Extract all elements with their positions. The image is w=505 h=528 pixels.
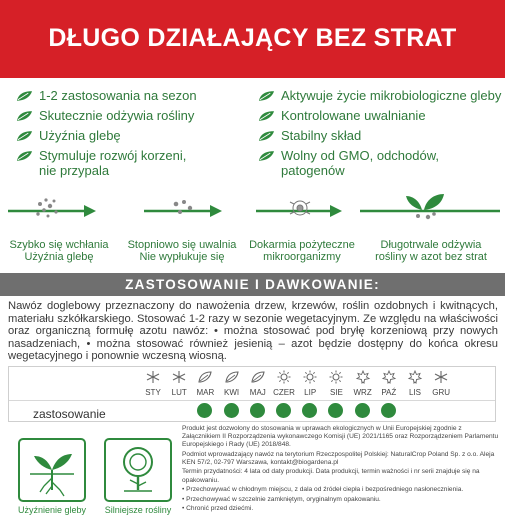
application-dot (197, 403, 212, 418)
sun-icon (302, 370, 318, 384)
benefit-item (258, 88, 501, 103)
month-label: LUT (171, 388, 187, 397)
maple-leaf-icon (381, 370, 397, 384)
leaf-icon (16, 90, 33, 102)
month-label: MAR (196, 388, 215, 397)
application-dot (328, 403, 343, 418)
calendar-month-7 (298, 367, 322, 421)
badges (0, 424, 180, 528)
benefit-item (258, 128, 361, 143)
granules-icon (36, 198, 57, 217)
badge (18, 438, 86, 502)
benefit-item (16, 88, 197, 103)
process-arrows (0, 190, 505, 232)
badge-label: Silniejsze rośliny (104, 505, 172, 515)
legal-paragraph: • Chronić przed dziećmi. (182, 505, 254, 513)
calendar-month-4 (220, 367, 244, 421)
plant-roots-icon (20, 440, 84, 500)
process-step-label: Długotrwale odżywia rośliny w azot bez strat (375, 239, 487, 263)
legal-paragraph: • Przechowywać w szczelnie zamkniętym, oryginalnym opakowaniu. (182, 495, 381, 503)
benefit-item (16, 148, 186, 178)
benefit-item (16, 128, 121, 143)
application-calendar (8, 366, 496, 422)
application-dot (250, 403, 265, 418)
calendar-month-12 (429, 367, 453, 421)
leaf-icon (16, 110, 33, 122)
process-step-label: Szybko się wchłania Użyźnia glebę (9, 239, 109, 263)
sun-icon (276, 370, 292, 384)
legal-info (182, 425, 500, 515)
sun-icon (328, 370, 344, 384)
leaf-icon (258, 130, 275, 142)
application-dot (224, 403, 239, 418)
benefits-list (0, 82, 505, 192)
legal-paragraph: Termin przydatności: 4 lata od daty produkcji. Data produkcji, termin ważności i nr serii znajduje się na opakowaniu. (182, 468, 480, 484)
benefit-text: Skutecznie odżywia rośliny (39, 108, 195, 123)
calendar-month-1 (141, 367, 165, 421)
calendar-month-5 (246, 367, 270, 421)
leaf-icon (16, 150, 33, 162)
month-label: CZER (273, 388, 295, 397)
application-dot (381, 403, 396, 418)
snowflake-icon (433, 370, 449, 384)
legal-paragraph: Produkt jest dozwolony do stosowania w uprawach ekologicznych w Unii Europejskiej zgodnie z Załącznikiem II Rozporządzenia wykonawczego Komisji (UE) 2021/1165 oraz Rozporządzeniem Parlamentu Europejskiego i Rady (UE) 2018/848. (182, 425, 499, 449)
benefit-item (258, 148, 439, 178)
calendar-month-11 (403, 367, 427, 421)
arrow-icon (144, 205, 222, 217)
month-label: STY (145, 388, 161, 397)
process-step-label: Dokarmia pożyteczne mikroorganizmy (249, 239, 355, 263)
calendar-month-10 (377, 367, 401, 421)
sprout-icon (406, 194, 444, 219)
calendar-month-8 (324, 367, 348, 421)
calendar-month-2 (167, 367, 191, 421)
process-diagram (0, 190, 505, 270)
process-step-label: Stopniowo się uwalnia Nie wypłukuje się (127, 239, 237, 263)
month-label: LIP (304, 388, 317, 397)
legal-paragraph: Podmiot wprowadzający nawóz na terytorium Rzeczpospolitej Polskiej: NaturalCrop Poland Sp. z o.o. Aleja KEN 57/2, 02-797 Warszawa, kontakt@biogardena.pl (182, 450, 495, 466)
calendar-row-label: zastosowanie (33, 407, 106, 421)
microorganism-icon (290, 201, 310, 215)
leaf-icon (197, 370, 213, 384)
leaf-icon (16, 130, 33, 142)
month-label: GRU (432, 388, 451, 397)
maple-leaf-icon (355, 370, 371, 384)
calendar-month-3 (193, 367, 217, 421)
month-label: KWI (224, 388, 240, 397)
tree-icon (106, 440, 170, 500)
application-dot (276, 403, 291, 418)
month-label: WRZ (353, 388, 372, 397)
month-label: LIS (408, 388, 421, 397)
benefit-text: Stabilny skład (281, 128, 362, 143)
snowflake-icon (145, 370, 161, 384)
month-label: SIE (329, 388, 343, 397)
benefit-item (258, 108, 426, 123)
benefit-text: Wolny od GMO, odchodów, patogenów (281, 148, 440, 178)
badge (104, 438, 172, 502)
benefit-text: Stymuluje rozwój korzeni, nie przypala (39, 148, 187, 178)
banner-title: DŁUGO DZIAŁAJĄCY BEZ STRAT (48, 24, 457, 52)
snowflake-icon (171, 370, 187, 384)
benefit-text: 1-2 zastosowania na sezon (39, 88, 197, 103)
month-label: PAŹ (381, 388, 397, 397)
leaf-icon (258, 90, 275, 102)
leaf-icon (258, 150, 275, 162)
leaf-icon (224, 370, 240, 384)
leaf-icon (250, 370, 266, 384)
calendar-month-6 (272, 367, 296, 421)
benefit-text: Użyźnia glebę (39, 128, 121, 143)
calendar-month-9 (351, 367, 375, 421)
benefit-item (16, 108, 194, 123)
section-title: ZASTOSOWANIE I DAWKOWANIE: (125, 277, 380, 292)
badge-label: Użyźnienie gleby (17, 505, 87, 515)
application-dot (355, 403, 370, 418)
benefit-text: Kontrolowane uwalnianie (281, 108, 426, 123)
section-header (0, 273, 505, 296)
benefit-text: Aktywuje życie mikrobiologiczne gleby (281, 88, 502, 103)
leaf-icon (258, 110, 275, 122)
legal-paragraph: • Przechowywać w chłodnym miejscu, z dala od źródeł ciepła i bezpośredniego nasłonecznienia. (182, 486, 464, 494)
application-dot (302, 403, 317, 418)
month-label: MAJ (249, 388, 266, 397)
header-banner (0, 0, 505, 78)
usage-description: Nawóz doglebowy przeznaczony do nawożenia drzew, krzewów, roślin ozdobnych i kwitnących, materiału szkółkarskiego. Stosować 1-2 razy w sezonie wegetacyjnym. Ze względu na właściwości oraz organiczną formułę azotu nawóz: • można stosować pod bryłę korzeniową przy nowych nasadzeniach, • można stosować również jesienią – azot będzie dostępny do końca okresu wegetacyjnego i ponownie wczesną wiosną. (8, 300, 498, 363)
maple-leaf-icon (407, 370, 423, 384)
